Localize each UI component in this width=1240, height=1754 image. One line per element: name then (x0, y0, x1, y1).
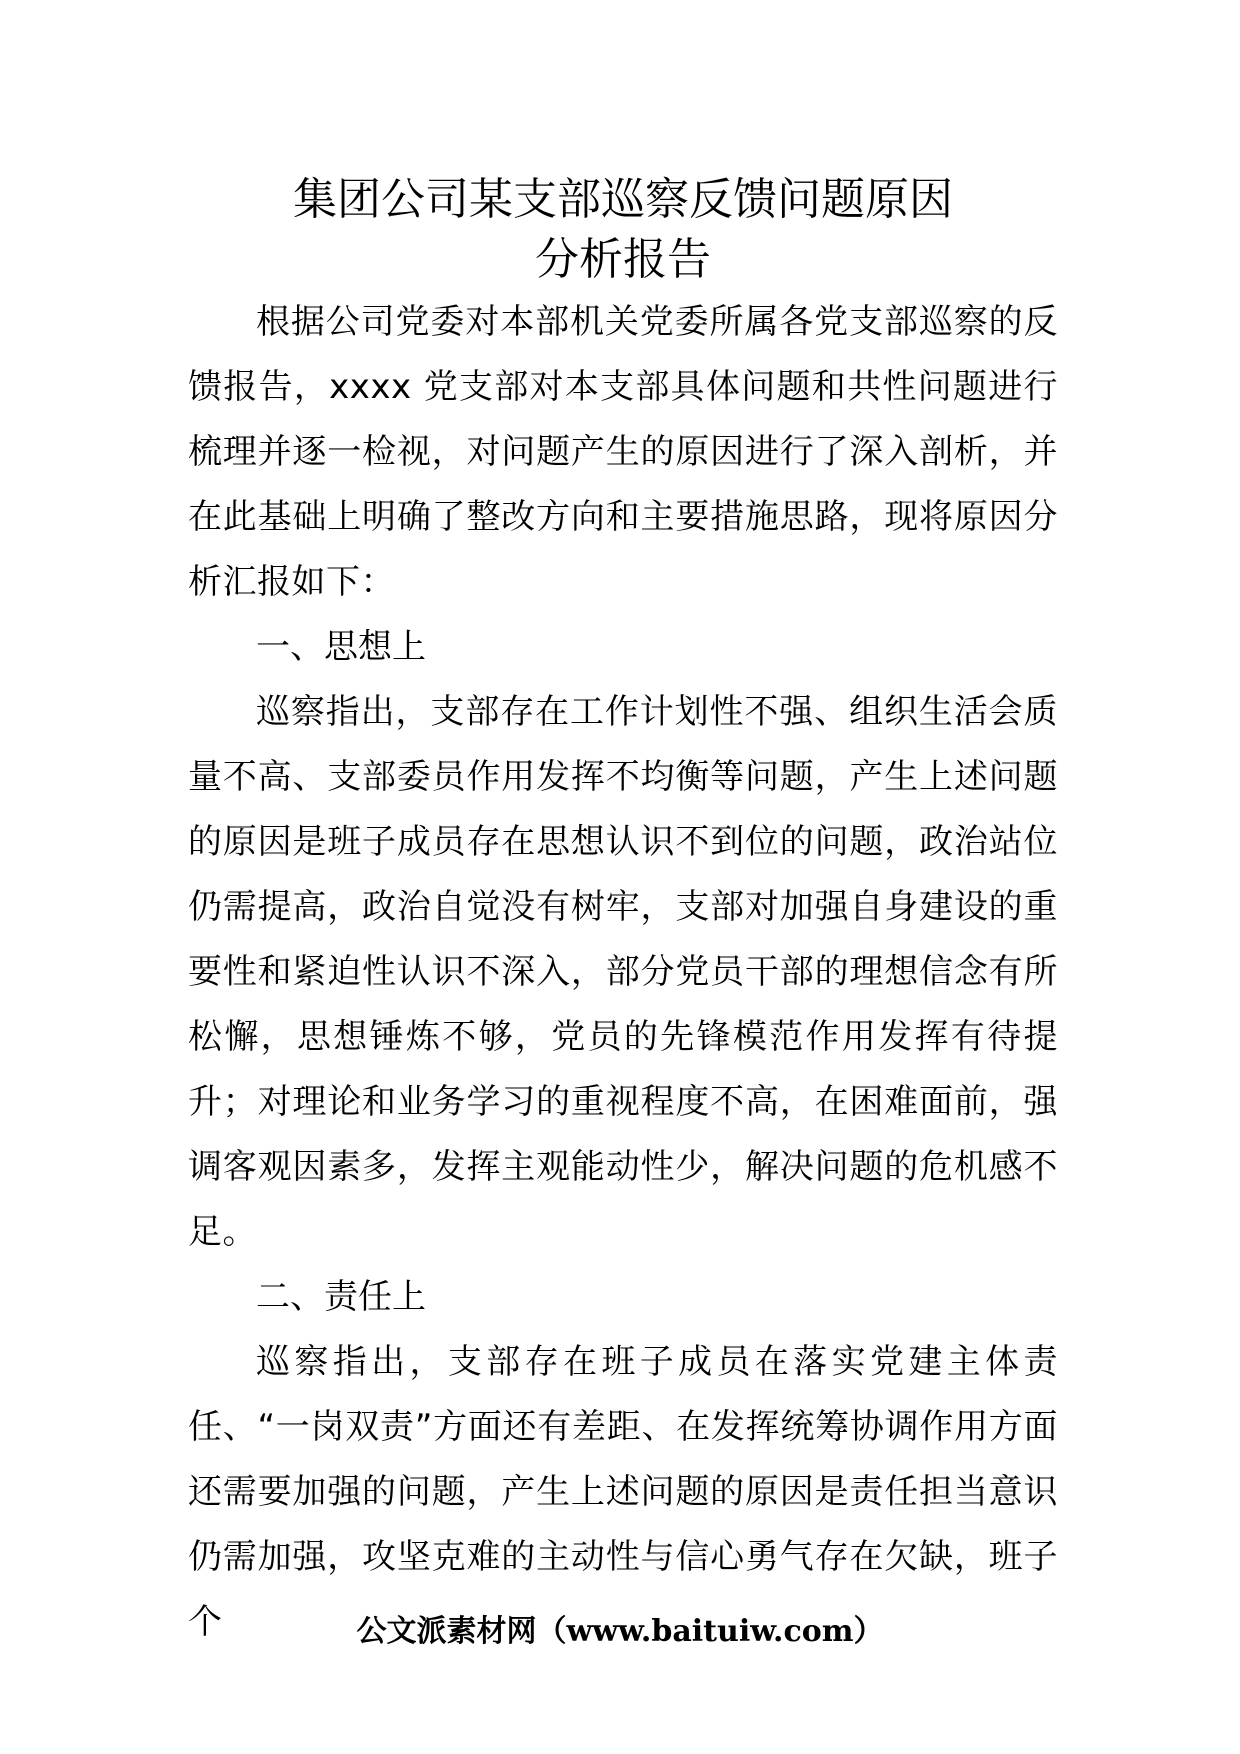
section-heading-responsibility: 二、责任上 (256, 1277, 426, 1317)
intro-paragraph: 根据公司党委对本部机关党委所属各党支部巡察的反馈报告，xxxx 党支部对本支部具体问题和共性问题进行梳理并逐一检视，对问题产生的原因进行了深入剖析，并在此基础上明确了整改方向和主要措施思路，现将原因分析汇报如下： (188, 302, 1058, 602)
title-line-1: 集团公司某支部巡察反馈问题原因 (293, 174, 953, 225)
footer-watermark: 公文派素材网（www.baituiw.com） (356, 1614, 884, 1649)
title-line-2: 分析报告 (535, 234, 711, 285)
section-heading-thought: 一、思想上 (256, 627, 426, 667)
section-body-responsibility: 巡察指出，支部存在班子成员在落实党建主体责任、“一岗双责”方面还有差距、在发挥统筹协调作用方面还需要加强的问题，产生上述问题的原因是责任担当意识仍需加强，攻坚克难的主动性与信心勇气存在欠缺，班子个 (188, 1342, 1058, 1642)
document-page (188, 170, 1058, 1655)
section-body-thought: 巡察指出，支部存在工作计划性不强、组织生活会质量不高、支部委员作用发挥不均衡等问题，产生上述问题的原因是班子成员存在思想认识不到位的问题，政治站位仍需提高，政治自觉没有树牢，支部对加强自身建设的重要性和紧迫性认识不深入，部分党员干部的理想信念有所松懈，思想锤炼不够，党员的先锋模范作用发挥有待提升；对理论和业务学习的重视程度不高，在困难面前，强调客观因素多，发挥主观能动性少，解决问题的危机感不足。 (188, 692, 1058, 1252)
document-title (188, 170, 1058, 290)
